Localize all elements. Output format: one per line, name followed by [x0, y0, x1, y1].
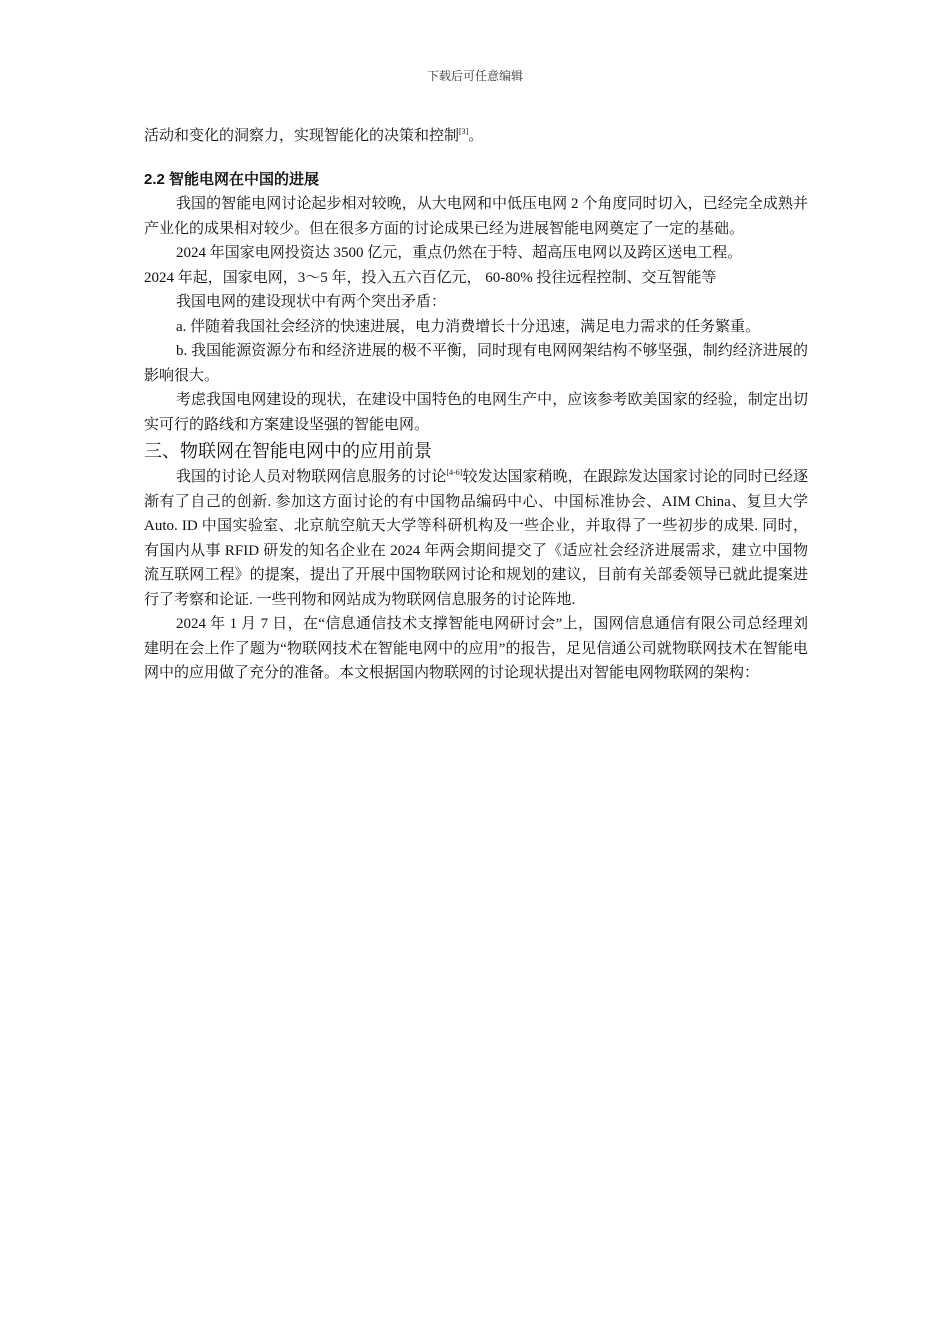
- paragraph-2-2-3: 我国电网的建设现状中有两个突出矛盾：: [176, 294, 447, 310]
- continued-paragraph: [144, 124, 808, 149]
- document-body: [144, 124, 808, 686]
- chapter-title-3: 三、物联网在智能电网中的应用前景: [144, 441, 432, 462]
- paragraph-3-1: [144, 465, 808, 612]
- paragraph-3-2: 2024 年 1 月 7 日，在“信息通信技术支撑智能电网研讨会”上，国网信息通信有限公司总经理刘建明在会上作了题为“物联网技术在智能电网中的应用”的报告，足见信通公司就物联网技术在智能电网中的应用做了充分的准备。本文根据国内物联网的讨论现状提出对智能电网物联网的架构：: [144, 616, 808, 681]
- citation-3: [3]: [459, 127, 469, 136]
- page-header: 下载后可任意编辑: [426, 69, 523, 83]
- section-title-2-2: 2.2 智能电网在中国的进展: [144, 170, 320, 188]
- citation-4-6: [4-6]: [446, 468, 463, 477]
- list-item-a: a. 伴随着我国社会经济的快速进展，电力消费增长十分迅速，满足电力需求的任务繁重。: [176, 318, 761, 335]
- paragraph-3-1-start: 我国的讨论人员对物联网信息服务的讨论: [176, 469, 447, 485]
- list-item-b: b. 我国能源资源分布和经济进展的极不平衡，同时现有电网网架结构不够坚强，制约经济进展的影响很大。: [144, 343, 808, 384]
- paragraph-2-2-1: 我国的智能电网讨论起步相对较晚，从大电网和中低压电网 2 个角度同时切入，已经完全成熟并产业化的成果相对较少。但在很多方面的讨论成果已经为进展智能电网奠定了一定的基础。: [144, 196, 808, 237]
- continued-end: 。: [468, 128, 484, 144]
- paragraph-2-2-2-line2: 2024 年起，国家电网，3～5 年，投入五六百亿元， 60-80% 投往远程控制、交互智能等: [144, 269, 717, 286]
- paragraph-2-2-4: 考虑我国电网建设的现状，在建设中国特色的电网生产中，应该参考欧美国家的经验，制定出切实可行的路线和方案建设坚强的智能电网。: [144, 392, 808, 433]
- continued-text: 活动和变化的洞察力，实现智能化的决策和控制: [144, 128, 460, 144]
- paragraph-3-1-rest: 较发达国家稍晚，在跟踪发达国家讨论的同时已经逐渐有了自己的创新. 参加这方面讨论的有中国物品编码中心、中国标准协会、AIM China、复旦大学 Auto. ID 中国实验室、北京航空航天大学等科研机构及一些企业，并取得了一些初步的成果. 同时，有国内从事 RFID 研发的知名企业在 2024 年两会期间提交了《适应社会经济进展需求，建立中国物流互联网工程》的提案，提出了开展中国物联网讨论和规划的建议，目前有关部委领导已就此提案进行了考察和论证. 一些刊物和网站成为物联网信息服务的讨论阵地.: [144, 469, 808, 608]
- paragraph-2-2-2-line1: 2024 年国家电网投资达 3500 亿元，重点仍然在于特、超高压电网以及跨区送电工程。: [176, 245, 743, 261]
